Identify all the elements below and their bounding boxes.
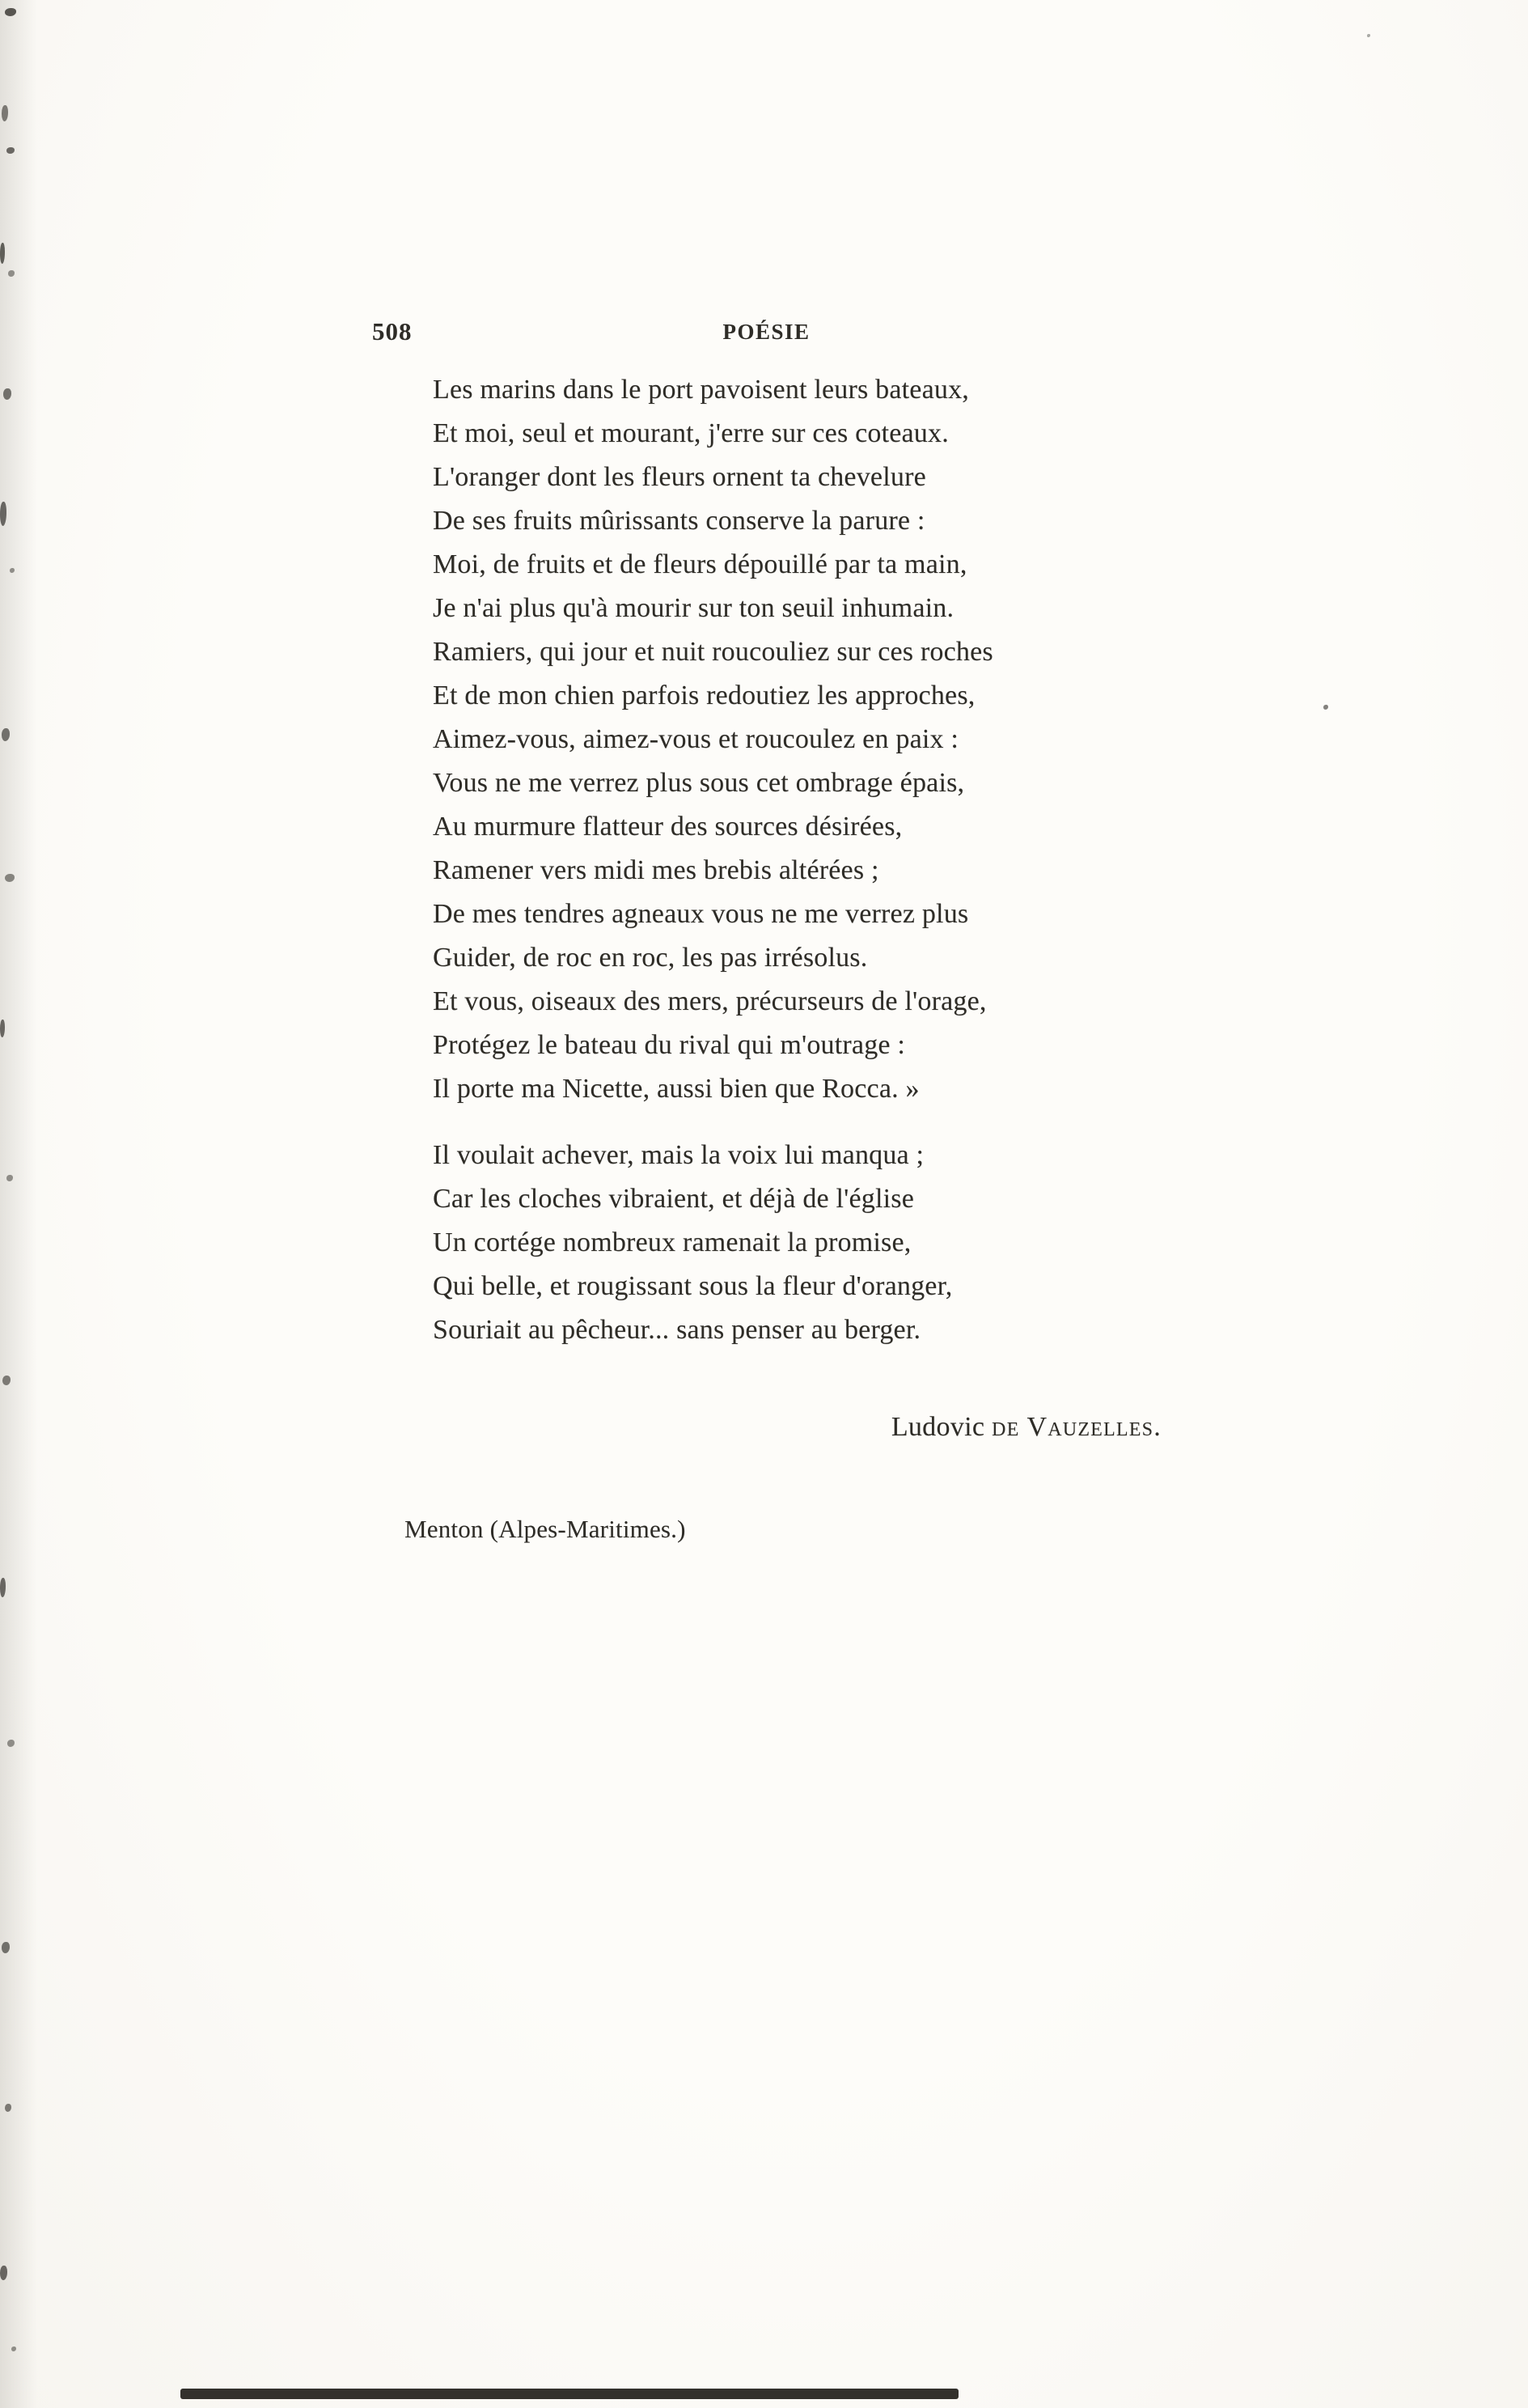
poem-stanza xyxy=(433,1134,1169,1352)
scan-speckle xyxy=(2,1942,10,1953)
poem-line: Au murmure flatteur des sources désirées, xyxy=(433,812,903,842)
poem-line: Et de mon chien parfois redoutiez les approches, xyxy=(433,680,976,710)
scan-speckle xyxy=(0,243,5,264)
poem-line: L'oranger dont les fleurs ornent ta chevelure xyxy=(433,462,926,492)
scan-speckle xyxy=(8,270,15,277)
scan-speckle xyxy=(5,8,16,16)
poem xyxy=(433,368,1169,1375)
poem-line: Vous ne me verrez plus sous cet ombrage épais, xyxy=(433,768,965,798)
poem-line: Il voulait achever, mais la voix lui manqua ; xyxy=(433,1140,925,1170)
scan-speckle xyxy=(5,874,15,882)
scan-speckle xyxy=(0,2266,7,2280)
scan-speckle xyxy=(0,502,6,526)
poem-line: Souriait au pêcheur... sans penser au berger. xyxy=(433,1315,921,1345)
scan-speckle xyxy=(1323,705,1328,710)
scan-speckle xyxy=(1367,34,1370,37)
scan-speckle xyxy=(2,728,10,741)
scan-speckle xyxy=(11,2347,16,2351)
author-first-name: Ludovic xyxy=(891,1412,993,1442)
scan-speckle xyxy=(6,1175,13,1181)
author-signature xyxy=(433,1412,1161,1443)
poem-line: Et moi, seul et mourant, j'erre sur ces coteaux. xyxy=(433,418,949,448)
scan-speckle xyxy=(3,388,11,400)
scan-speckle xyxy=(6,147,15,154)
poem-line: Un cortége nombreux ramenait la promise, xyxy=(433,1227,912,1257)
scan-speckle xyxy=(0,1020,5,1037)
page-number: 508 xyxy=(372,317,413,346)
poem-line: Et vous, oiseaux des mers, précurseurs de l'orage, xyxy=(433,986,987,1016)
page-header-row xyxy=(372,317,1161,354)
poem-line: Aimez-vous, aimez-vous et roucoulez en paix : xyxy=(433,724,959,754)
poem-line: Moi, de fruits et de fleurs dépouillé par ta main, xyxy=(433,549,967,579)
poem-stanza xyxy=(433,368,1169,1111)
scan-edge-mark xyxy=(180,2389,959,2399)
running-head: POÉSIE xyxy=(722,320,811,344)
poem-line: Car les cloches vibraient, et déjà de l'église xyxy=(433,1184,914,1214)
poem-line: De ses fruits mûrissants conserve la parure : xyxy=(433,506,925,536)
scan-speckle xyxy=(2,105,8,121)
scan-speckle xyxy=(2,1376,11,1385)
poem-line: Je n'ai plus qu'à mourir sur ton seuil inhumain. xyxy=(433,593,954,623)
poem-line: Ramener vers midi mes brebis altérées ; xyxy=(433,855,879,885)
poem-line: Ramiers, qui jour et nuit roucouliez sur ces roches xyxy=(433,637,993,667)
author-surname: de Vauzelles xyxy=(992,1412,1154,1442)
scan-speckle xyxy=(5,2104,11,2112)
scan-speckle xyxy=(0,1578,6,1597)
scan-speckle xyxy=(10,568,15,573)
poem-line: Qui belle, et rougissant sous la fleur d'oranger, xyxy=(433,1271,953,1301)
signature-period: . xyxy=(1153,1412,1161,1442)
poem-line: Il porte ma Nicette, aussi bien que Rocca. » xyxy=(433,1074,920,1104)
scan-speckle xyxy=(7,1740,15,1747)
poem-line: Guider, de roc en roc, les pas irrésolus. xyxy=(433,943,868,973)
poem-line: De mes tendres agneaux vous ne me verrez plus xyxy=(433,899,969,929)
poem-line: Les marins dans le port pavoisent leurs bateaux, xyxy=(433,375,969,405)
poem-line: Protégez le bateau du rival qui m'outrage : xyxy=(433,1030,906,1060)
location-line: Menton (Alpes-Maritimes.) xyxy=(404,1515,686,1543)
